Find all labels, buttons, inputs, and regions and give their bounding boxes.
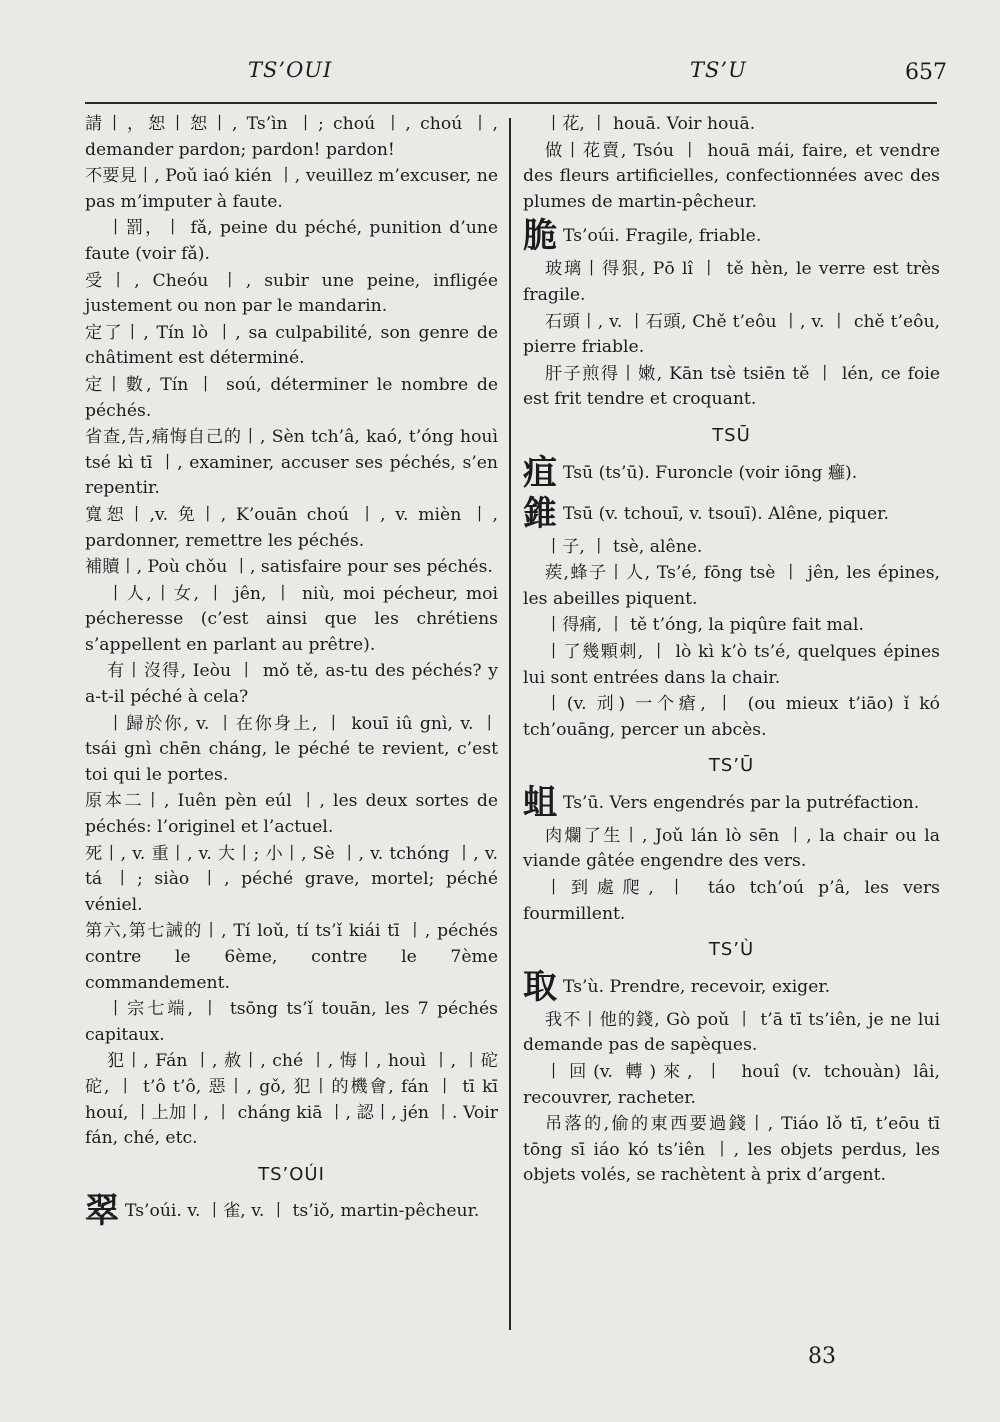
dictionary-entry (85, 216, 498, 267)
entry-text: 蒺,蜂子丨人, Ts’é, fōng tsè 丨 jên, les épines, les abeilles piquent. (523, 563, 940, 609)
entry-text: 定丨數, Tín 丨 soú, déterminer le nombre de péchés. (85, 374, 498, 421)
dictionary-entry (85, 1049, 498, 1151)
entry-text: Ts’ù. Prendre, recevoir, exiger. (563, 976, 831, 997)
dictionary-entry (523, 494, 940, 534)
entry-text: 原本二丨, Iuên pèn eúl 丨, les deux sortes de péchés: l’originel et l’actuel. (85, 791, 498, 838)
dictionary-entry (523, 692, 940, 743)
dictionary-entry (85, 712, 498, 789)
headword-character: 脆 (523, 216, 557, 257)
section-heading: TS’OÚI (258, 1163, 325, 1185)
entry-text: Ts’oúi. Fragile, friable. (563, 226, 762, 247)
dictionary-entry (523, 1060, 940, 1111)
headword-character: 錐 (523, 493, 557, 534)
entry-text: 犯丨, Fán 丨, 赦丨, ché 丨, 悔丨, houì 丨, 丨砣砣, 丨 t’ô t’ô, 惡丨, gǒ, 犯丨的機會, fán 丨 tī kī houí, 丨上加丨, 丨 cháng kiā 丨, 認丨, jén 丨. Voir fán, ché, etc. (85, 1051, 498, 1149)
dictionary-entry (85, 1191, 498, 1231)
section-heading: TS’Ū (708, 755, 755, 777)
entry-text: Ts’ū. Vers engendrés par la putréfaction. (563, 792, 920, 813)
dictionary-entry (523, 967, 940, 1007)
dictionary-entry (85, 425, 498, 502)
dictionary-entry (523, 362, 940, 413)
header-right-guideword: TS’U (690, 58, 747, 82)
dictionary-entry (85, 164, 498, 215)
dictionary-entry (523, 561, 940, 612)
entry-text: 丨(v. 刓) 一个瘡, 丨 (ou mieux t’iāo) ǐ kó tch’ouāng, percer un abcès. (523, 694, 940, 740)
page-number: 657 (905, 60, 947, 85)
dictionary-entry (85, 503, 498, 554)
signature-mark: 83 (808, 1344, 836, 1369)
dictionary-entry (523, 783, 940, 823)
entry-text: 丨回(v. 轉)來, 丨 houî (v. tchouàn) lâi, recouvrer, racheter. (523, 1062, 940, 1108)
dictionary-entry (85, 373, 498, 424)
entry-text: 肝子煎得丨嫩, Kān tsè tsiēn tě 丨 lén, ce foie est frit tendre et croquant. (523, 363, 940, 410)
dictionary-entry (85, 789, 498, 840)
dictionary-entry (523, 535, 940, 561)
entry-text: 死丨, v. 重丨, v. 大丨; 小丨, Sè 丨, v. tchóng 丨, v. tá 丨; siào 丨, péché grave, mortel; péché véniel. (85, 843, 498, 915)
section-heading: TSŪ (712, 424, 751, 446)
dictionary-entry (523, 310, 940, 361)
dictionary-entry (523, 876, 940, 927)
entry-text: 丨到處爬, 丨 táo tch’oú p’â, les vers fourmillent. (523, 878, 940, 924)
entry-text: 受丨, Cheóu 丨, subir une peine, infligée justement ou non par le mandarin. (85, 270, 498, 317)
dictionary-entry (85, 555, 498, 581)
headword-character: 疽 (523, 452, 557, 493)
dictionary-entry (85, 997, 498, 1048)
left-column (85, 112, 498, 1232)
entry-text: 定了丨, Tín lò 丨, sa culpabilité, son genre de châtiment est déterminé. (85, 322, 498, 369)
entry-text: 丨花, 丨 houā. Voir houā. (545, 114, 756, 134)
entry-text: 有丨沒得, Ieòu 丨 mǒ tě, as-tu des péchés? y a-t-il péché à cela? (85, 661, 498, 708)
entry-text: 丨宗七端, 丨 tsōng ts’ǐ touān, les 7 péchés capitaux. (85, 999, 498, 1045)
entry-text: 玻璃丨得狠, Pō lî 丨 tě hèn, le verre est très fragile. (523, 259, 940, 305)
headword-character: 取 (523, 966, 557, 1007)
dictionary-entry (523, 216, 940, 256)
dictionary-entry (523, 139, 940, 216)
entry-text: 丨子, 丨 tsè, alêne. (545, 536, 703, 557)
header-left-guideword: TS’OUI (248, 58, 333, 82)
entry-text: 丨人,丨女, 丨 jên, 丨 niù, moi pécheur, moi pécheresse (c’est ainsi que les chrétiens s’appellent en parlant au prêtre). (85, 583, 498, 655)
dictionary-entry (523, 1112, 940, 1189)
entry-text: 丨歸於你, v. 丨在你身上, 丨 kouī iû gnì, v. 丨 tsái gnì chēn cháng, le péché te revient, c’est toi qui le portes. (85, 713, 498, 785)
entry-text: 吊落的,偷的東西要過錢丨, Tiáo lǒ tī, t’eōu tī tōng sī iáo kó ts’iên 丨, les objets perdus, les objets volés, se rachètent à prix d’argent. (523, 1114, 940, 1186)
entry-text: 丨罰，丨 fǎ, peine du péché, punition d’une faute (voir fǎ). (85, 218, 498, 264)
entry-text: 請丨，恕丨恕丨, Ts’ìn 丨; choú 丨, choú 丨, demander pardon; pardon! pardon! (85, 114, 498, 160)
dictionary-entry (523, 640, 940, 691)
section-heading: TS’Ù (708, 939, 755, 961)
dictionary-entry (523, 1008, 940, 1059)
dictionary-entry (523, 257, 940, 308)
entry-text: 不要見丨, Poǔ iaó kién 丨, veuillez m’excuser, ne pas m’imputer à faute. (85, 166, 498, 212)
entry-text: 我不丨他的錢, Gò poǔ 丨 t’ā tī ts’iên, je ne lui demande pas de sapèques. (523, 1009, 940, 1056)
entry-text: 丨了幾顆刺, 丨 lò kì k’ò ts’é, quelques épines lui sont entrées dans la chair. (523, 641, 940, 688)
entry-text: Ts’oúi. v. 丨雀, v. 丨 ts’iǒ, martin-pêcheur. (125, 1201, 480, 1222)
entry-text: Tsū (v. tchouī, v. tsouī). Alêne, piquer. (563, 503, 889, 524)
entry-text: 肉爛了生丨, Joǔ lán lò sēn 丨, la chair ou la viande gâtée engendre des vers. (523, 825, 940, 872)
dictionary-entry (523, 824, 940, 875)
entry-text: 石頭丨, v. 丨石頭, Chě t’eôu 丨, v. 丨 chě t’eôu, pierre friable. (523, 311, 940, 358)
entry-text: 丨得痛, 丨 tě t’óng, la piqûre fait mal. (545, 615, 865, 636)
dictionary-entry (85, 269, 498, 320)
dictionary-entry (85, 842, 498, 919)
dictionary-entry (85, 659, 498, 710)
entry-text: 省查,告,痛悔自己的丨, Sèn tch’â, kaó, t’óng houì tsé kì tī 丨, examiner, accuser ses péchés, s’en repentir. (85, 427, 498, 499)
dictionary-entry (85, 582, 498, 659)
dictionary-entry (523, 112, 940, 138)
right-column (523, 112, 940, 1190)
dictionary-entry (85, 919, 498, 996)
dictionary-entry (523, 453, 940, 493)
header-rule (85, 102, 937, 104)
entry-text: 補贖丨, Poù chǒu 丨, satisfaire pour ses péchés. (85, 557, 493, 578)
entry-text: 第六,第七誡的丨, Tí loǔ, tí ts’ǐ kiái tī 丨, péchés contre le 6ème, contre le 7ème commandement. (85, 921, 498, 993)
entry-text: Tsū (ts’ū). Furoncle (voir iōng 癰). (563, 462, 858, 483)
column-divider (509, 118, 511, 1330)
dictionary-entry (523, 613, 940, 639)
running-header (0, 58, 1000, 98)
dictionary-entry (85, 321, 498, 372)
dictionary-entry (85, 112, 498, 163)
entry-text: 寬恕丨,v. 免丨, K’ouān choú 丨, v. mièn 丨, pardonner, remettre les péchés. (85, 504, 498, 551)
entry-text: 做丨花賣, Tsóu 丨 houā mái, faire, et vendre des fleurs artificielles, confectionnées avec des plumes de martin-pêcheur. (523, 140, 940, 212)
headword-character: 蛆 (523, 782, 557, 823)
headword-character: 翠 (85, 1191, 119, 1232)
